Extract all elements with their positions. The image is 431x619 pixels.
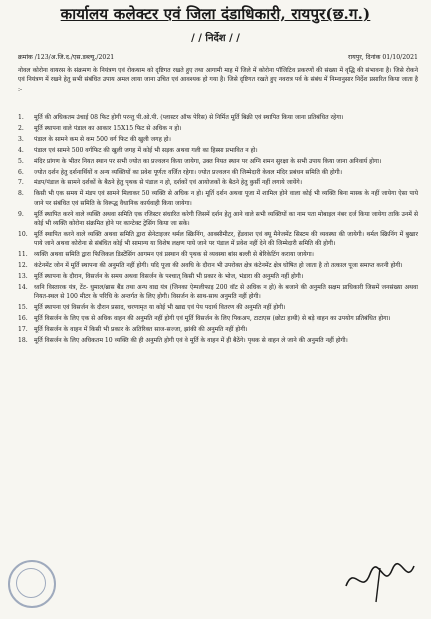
intro-paragraph: नोवल कोरोना वायरस के संक्रमण के नियंत्रण एवं रोकथाम को दृष्टिगत रखते हुए तथा आगामी माह में जिले में कोरोना पॉजिटिव प्रकरणों की संख्या में वृद्धि की संभावना है। जिसे रोकने एवं नियंत्रण में रखने हेतु सभी संबंधित उपाय अमल लाया जाना उचित एवं आवश्यक हो गया है। जिसे दृष्टिगत रखते हुए नवरात्र पर्व के संबंध में निम्नानुसार निर्देश प्रसारित किया जाता है :-: [18, 67, 418, 93]
list-item: [18, 113, 418, 122]
item-text: मूर्ति की अधिकतम उंचाई 08 फिट होगी परन्तु पी.ओ.पी. (प्लास्टर ऑफ पेरिस) से निर्मित मूर्ति बिक्री एवं स्थापित किया जाना प्रतिबंधित रहेगा।: [34, 114, 344, 121]
item-text: कंटेनमेंट जोन में मूर्ति स्थापना की अनुमति नहीं होगी। यदि पूजा की अवधि के दौरान भी उपरोक्त क्षेत्र कंटेनमेंट क्षेत्र घोषित हो जाता है तो तत्काल पूजा समाप्त करनी होगी।: [34, 262, 403, 270]
item-text: मूर्ति विसर्जन के लिए एक से अधिक वाहन की अनुमति नहीं होगी एवं मूर्ति विसर्जन के लिए पिकअप, टाटाएस (छोटा हाथी) से बड़े वाहन का उपयोग प्रतिबंधित होगा।: [34, 315, 391, 323]
office-seal-icon: [8, 560, 56, 608]
item-text: मूर्ति स्थापित करने वाले व्यक्ति अथवा समिति द्वारा सेनेटाइजर थर्मल स्क्रिनिंग, आक्सीमीटर, हेंडवाश एवं क्यू मैनेजमेंट सिस्टम की व्यवस्था की जायेगी। थर्मल स्क्रिनिंग में बुखार पाये जाने अथवा कोरोना से संबंधित कोई भी सामान्य या विशेष लक्षण पाये जाने पर पंडाल में प्रवेश नहीं देने की जिम्मेदारी समिति की होगी।: [34, 230, 418, 248]
item-text: मूर्ति विसर्जन के वाहन में किसी भी प्रकार के अतिरिक्त साज-सज्जा, झांकी की अनुमति नहीं होगी।: [34, 326, 248, 334]
item-number: 6.: [18, 168, 24, 176]
list-item: [18, 157, 418, 166]
item-text: मूर्ति स्थापना एवं विसर्जन के दौरान प्रसाद, चरणामृत या कोई भी खाद्य एवं पेय पदार्थ वितरण की अनुमति नहीं होगी।: [34, 304, 286, 312]
item-number: 3.: [18, 135, 24, 143]
office-title: कार्यालय कलेक्टर एवं जिला दंडाधिकारी, रायपुर(छ.ग.): [60, 5, 371, 23]
list-item: [18, 189, 418, 208]
directive-list: [18, 113, 418, 347]
item-text: मूर्ति स्थापना वाले पंडाल का आकार 15X15 फिट से अधिक न हो।: [34, 124, 182, 132]
list-item: [18, 336, 418, 345]
list-item: [18, 124, 418, 133]
item-number: 9.: [18, 210, 24, 218]
order-number: क्रमांक /123/अ.जि.द./एस.डब्ल्यू./2021: [18, 54, 115, 61]
item-text: मूर्ति स्थापना के दौरान, विसर्जन के समय अथवा विसर्जन के पश्चात् किसी भी प्रकार के भोज, भंडारा की अनुमति नहीं होगी।: [34, 273, 304, 281]
item-number: 15.: [18, 304, 28, 312]
item-text: मंदिर प्रांगण के भीतर नियत स्थान पर सभी ज्योत का प्रज्वलन किया जायेगा, उक्त नियत स्थान पर अग्नि शमन सुरक्षा के सभी उपाय किया जाना अनिवार्य होगा।: [34, 157, 382, 165]
item-text: ध्वनि विस्तारक यंत्र, टेंट- धुमाल/ब्रास बैंड तथा अन्य वाद्य यंत्र (जिनका ऐम्पलीफाइ 200 वॉट से अधिक न हो) के बजाने की अनुमति सक्षम प्राधिकारी जिसमें जनसंख्या अथवा नियत-स्थल से 100 मीटर के परिधि के अन्तर्गत के लिए होगी। विसर्जन के साथ-साथ अनुमति नहीं होगी।: [34, 284, 418, 301]
item-number: 12.: [18, 262, 28, 270]
item-number: 14.: [18, 284, 28, 291]
item-number: 18.: [18, 337, 28, 345]
signature-icon: [340, 556, 420, 606]
item-number: 17.: [18, 326, 28, 334]
list-item: [18, 261, 418, 270]
item-text: व्यक्ति अथवा समिति द्वारा फिजिकल डिस्टेंसिंग आगमन एवं प्रस्थान की पृथक से व्यवस्था बांस बल्ली से बेरिकेटिंग कराया जायेगा।: [34, 251, 314, 259]
item-number: 2.: [18, 124, 24, 132]
item-text: पंडाल के सामने कम से कम 500 वर्ग फिट की खुली जगह हो।: [34, 135, 171, 143]
item-number: 1.: [18, 114, 24, 121]
item-number: 13.: [18, 273, 28, 281]
item-number: 5.: [18, 157, 24, 165]
list-item: [18, 250, 418, 259]
list-item: [18, 303, 418, 312]
item-number: 10.: [18, 230, 28, 238]
item-number: 16.: [18, 315, 28, 323]
list-item: [18, 314, 418, 323]
list-item: [18, 146, 418, 155]
item-text: मूर्ति विसर्जन के लिए अधिकतम 10 व्यक्ति की ही अनुमति होगी एवं वे मूर्ति के वाहन में ही बैठेंगे। पृथक से वाहन ले जाने की अनुमति नहीं होगी।: [34, 337, 348, 345]
list-item: [18, 168, 418, 177]
list-item: [18, 178, 418, 187]
order-date: रायपुर, दिनांक 01/10/2021: [347, 54, 418, 61]
item-number: 4.: [18, 146, 24, 154]
list-item: [18, 325, 418, 334]
item-number: 7.: [18, 179, 24, 187]
item-text: मंडप/पंडाल के सामने दर्शकों के बैठने हेतु पृथक से पंडाल न हो, दर्शकों एवं आयोजकों के बैठने हेतु कुर्सी नहीं लगाये जायेंगे।: [34, 179, 303, 187]
item-text: मूर्ति स्थापित करने वाले व्यक्ति अथवा समिति एक रजिस्टर संधारित करेगी जिसमें दर्शन हेतु आने वाले सभी व्यक्तियों का नाम पता मोबाइल नंबर दर्ज किया जायेगा ताकि उनमें से कोई भी व्यक्ति कोरोना संक्रमित होने पर कान्टेक्ट ट्रेसिंग किया जा सके।: [34, 210, 418, 228]
item-number: 11.: [18, 251, 28, 259]
item-text: ज्योत दर्शन हेतु दर्शनार्थियों व अन्य व्यक्तियों का प्रवेश पूर्णतः वर्जित रहेगा। ज्योत प्रज्वलन की जिम्मेदारी केवल मंदिर प्रबंधन समिति की होगी।: [34, 168, 343, 176]
list-item: [18, 210, 418, 229]
item-number: 8.: [18, 190, 24, 198]
list-item: [18, 283, 418, 302]
list-item: [18, 272, 418, 281]
list-item: [18, 135, 418, 144]
document-heading: / / निर्देश / /: [191, 33, 240, 44]
list-item: [18, 230, 418, 249]
item-text: पंडाल एवं सामने 500 वर्गफिट की खुली जगह में कोई भी सड़क अथवा गली का हिस्सा प्रभावित न हो।: [34, 146, 258, 154]
item-text: किसी भी एक समय में मंडप एवं सामने मिलाकर 50 व्यक्ति से अधिक न हो। मूर्ति दर्शन अथवा पूजा में शामिल होने वाला कोई भी व्यक्ति बिना मास्क के नहीं जायेगा ऐसा पाये जाने पर संबंधित एवं समिति के विरूद्ध वैधानिक कार्यवाही किया जायेगा।: [34, 190, 418, 207]
